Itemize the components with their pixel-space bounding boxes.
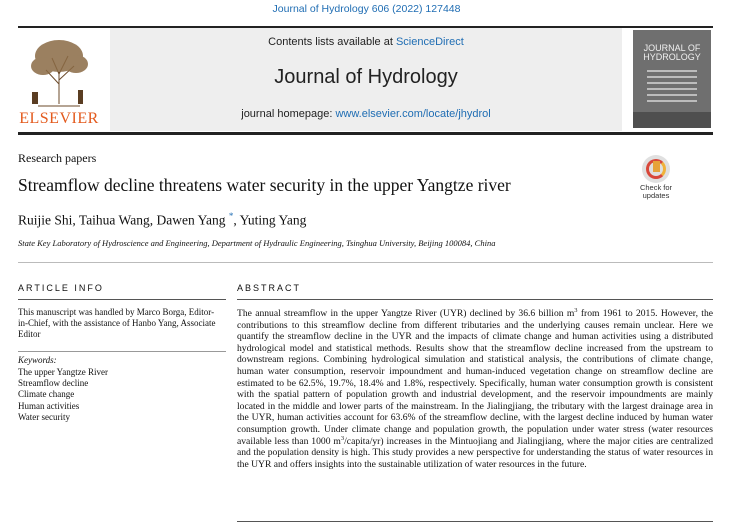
abstract-text-part: /capita/yr) increases in the Mintuojiang and Jialingjiang, where the major cities are centralized and the population density is high. This study provides a new perspective for understanding the status of water resources in the UYR and offers insights into the sustainable utilization of water resources in the future. — [237, 435, 714, 470]
abstract-superscript: 3 — [340, 434, 345, 442]
citation-header[interactable] — [0, 3, 733, 15]
article-title: Streamflow decline threatens water security in the upper Yangtze river — [18, 175, 511, 195]
header-bottom-rule — [18, 132, 713, 135]
homepage-prefix: journal homepage: — [241, 108, 336, 120]
check-updates-line1: Check for — [639, 183, 673, 192]
cover-text-lines — [647, 70, 697, 106]
tree-logo-icon — [18, 34, 100, 110]
keyword-item: Water security — [18, 411, 71, 422]
journal-title[interactable]: Journal of Hydrology — [274, 66, 458, 88]
keyword-item: The upper Yangtze River — [18, 367, 108, 377]
journal-homepage-link[interactable]: www.elsevier.com/locate/jhydrol — [335, 108, 491, 120]
check-updates-label — [637, 184, 675, 200]
abstract-superscript: 3 — [574, 306, 578, 314]
corresponding-author-marker[interactable]: * — [228, 211, 234, 221]
sciencedirect-link[interactable]: ScienceDirect — [395, 36, 464, 48]
check-for-updates-button[interactable] — [637, 155, 675, 200]
keywords-rule — [18, 351, 226, 352]
abstract-text — [237, 308, 713, 470]
cover-title-line1: JOURNAL OF — [643, 43, 701, 53]
check-updates-icon — [642, 155, 670, 183]
keywords-heading: Keywords: — [18, 355, 57, 365]
contents-prefix: Contents lists available at — [268, 36, 396, 48]
abstract-text-part: from 1961 to 2015. However, the contributions to this streamflow decline from different tributaries and the underlying causes remain unclear. Here we quantify the streamflow decline in the UYR and the impacts of climate change and human activities using a distributed hydrological model and statistical methods. Results show that the streamflow decline increased from the upstream to downstream regions. Combining hydrological simulation and statistical analysis, the contributions of climate change, human water consumption, reservoir impoundment and human-induced vegetation change on streamflow decline are estimated to be 62.5%, 19.7%, 18.4% and 1.8%, respectively. Specifically, human water consumption growth is consistent with the spatial pattern of population growth and industrial development, and the reservoir impoundments are mainly located in the middle and lower parts of the mainstream. In the Jialingjiang, the tributary with the largest drainage area in the UYR, human activities account for 63.6% of the streamflow decline, with the largest decline induced by human water consumption growth. Under climate change and population growth, the population under water stress (water resources available less than 1000 m — [237, 308, 713, 447]
article-info-rule — [18, 299, 226, 300]
article-info-heading: ARTICLE INFO — [18, 283, 104, 293]
citation-link[interactable]: Journal of Hydrology 606 (2022) 127448 — [272, 3, 461, 15]
abstract-text-part: The annual streamflow in the upper Yangtze River (UYR) declined by 36.6 billion m — [237, 308, 575, 319]
elsevier-logo[interactable] — [18, 34, 100, 130]
elsevier-wordmark: ELSEVIER — [19, 110, 99, 127]
affiliation: State Key Laboratory of Hydroscience and Engineering, Department of Hydraulic Engineering, Tsinghua University, Beijing 100084, China — [18, 238, 496, 248]
journal-info-box — [110, 28, 622, 131]
handling-editor-note: This manuscript was handled by Marco Borga, Editor-in-Chief, with the assistance of Hanbo Yang, Associate Editor — [18, 307, 216, 339]
authors-part1: Ruijie Shi, Taihua Wang, Dawen Yang — [18, 212, 226, 228]
abstract-heading: ABSTRACT — [237, 283, 302, 293]
keyword-item: Climate change — [18, 389, 75, 400]
journal-cover-image[interactable] — [633, 30, 711, 128]
article-section: Research papers — [18, 151, 97, 165]
cover-title-line2: HYDROLOGY — [643, 52, 701, 62]
author-list — [18, 211, 306, 229]
cover-title — [633, 44, 711, 62]
keyword-item: Human activities — [18, 400, 80, 411]
journal-header — [18, 28, 713, 131]
keyword-item: Streamflow decline — [18, 378, 89, 389]
abstract-rule — [237, 299, 713, 300]
cover-band — [633, 112, 711, 128]
keywords-list — [18, 367, 108, 423]
check-updates-line2: updates — [642, 191, 670, 200]
homepage-line — [110, 108, 622, 120]
abstract-bottom-rule — [237, 521, 713, 522]
authors-part2: , Yuting Yang — [233, 212, 307, 228]
contents-line — [110, 36, 622, 48]
section-divider — [18, 262, 713, 263]
